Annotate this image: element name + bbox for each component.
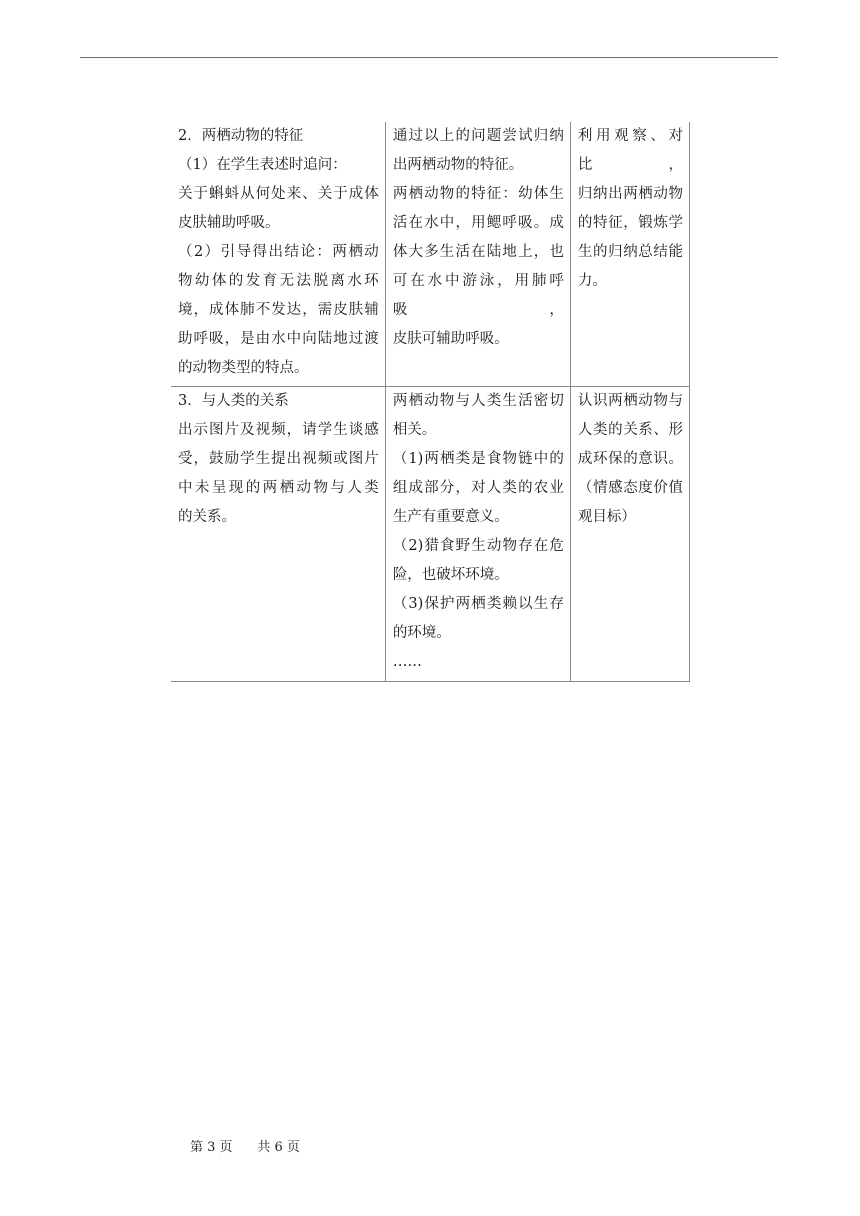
header-rule — [80, 57, 778, 58]
table-body — [171, 122, 690, 682]
student-activity-cell — [385, 387, 570, 682]
text-line: 的环境。 — [392, 625, 451, 641]
text-line: 3．与人类的关系 — [178, 393, 289, 409]
text-line: 关于蝌蚪从何处来、关于成体 — [178, 186, 379, 202]
text-line: 的特征，锻炼学 — [577, 215, 683, 231]
text-line: 观目标） — [577, 509, 636, 525]
text-line: 组成部分，对人类的农业 — [392, 480, 564, 496]
text-line: 利用观察、对比， — [577, 128, 683, 173]
text-line: 两栖动物与人类生活密切 — [392, 393, 564, 409]
teacher-activity-cell — [171, 122, 385, 387]
text-line: （2)猎食野生动物存在危 — [392, 538, 564, 554]
text-line: 相关。 — [392, 422, 437, 438]
text-line: 的动物类型的特点。 — [178, 360, 309, 376]
text-line: 境，成体肺不发达，需皮肤辅 — [178, 302, 379, 318]
text-line: 皮肤辅助呼吸。 — [178, 215, 280, 231]
text-line: 两栖动物的特征：幼体生 — [392, 186, 564, 202]
text-line: 出两栖动物的特征。 — [392, 157, 524, 173]
text-line: 出示图片及视频，请学生谈感 — [178, 422, 379, 438]
text-line: （2）引导得出结论：两栖动 — [178, 244, 379, 260]
text-line: 成环保的意识。 — [577, 451, 683, 467]
text-line: 生的归纳总结能 — [577, 244, 683, 260]
text-line: 中未呈现的两栖动物与人类 — [178, 480, 379, 496]
lesson-table — [171, 122, 690, 682]
text-line: 活在水中，用鳃呼吸。成 — [392, 215, 564, 231]
table-row — [171, 387, 690, 682]
text-line: 助呼吸，是由水中向陆地过渡 — [178, 331, 379, 347]
teacher-activity-cell — [171, 387, 385, 682]
text-line: 物幼体的发育无法脱离水环 — [178, 273, 379, 289]
text-line: （3)保护两栖类赖以生存 — [392, 596, 564, 612]
text-line: 认识两栖动物与 — [577, 393, 683, 409]
design-intent-cell — [570, 122, 689, 387]
text-line: 通过以上的问题尝试归纳 — [392, 128, 564, 144]
text-line: 体大多生活在陆地上，也 — [392, 244, 564, 260]
text-line: （情感态度价值 — [577, 480, 683, 496]
text-line: 的关系。 — [178, 509, 236, 525]
text-line: 受，鼓励学生提出视频或图片 — [178, 451, 379, 467]
design-intent-cell — [570, 387, 689, 682]
student-activity-cell — [385, 122, 570, 387]
text-line: 险，也破坏环境。 — [392, 567, 509, 583]
table-row — [171, 122, 690, 387]
text-line: …… — [392, 654, 422, 670]
text-line: 力。 — [577, 273, 607, 289]
text-line: 生产有重要意义。 — [392, 509, 509, 525]
text-line: 人类的关系、形 — [577, 422, 683, 438]
text-line: 可在水中游泳，用肺呼吸， — [392, 273, 564, 318]
text-line: （1）在学生表述时追问： — [178, 157, 347, 173]
page-footer: 第 3 页 共 6 页 — [190, 1140, 300, 1155]
text-line: 归纳出两栖动物 — [577, 186, 683, 202]
text-line: （1)两栖类是食物链中的 — [392, 451, 564, 467]
text-line: 2．两栖动物的特征 — [178, 128, 304, 144]
text-line: 皮肤可辅助呼吸。 — [392, 331, 509, 347]
